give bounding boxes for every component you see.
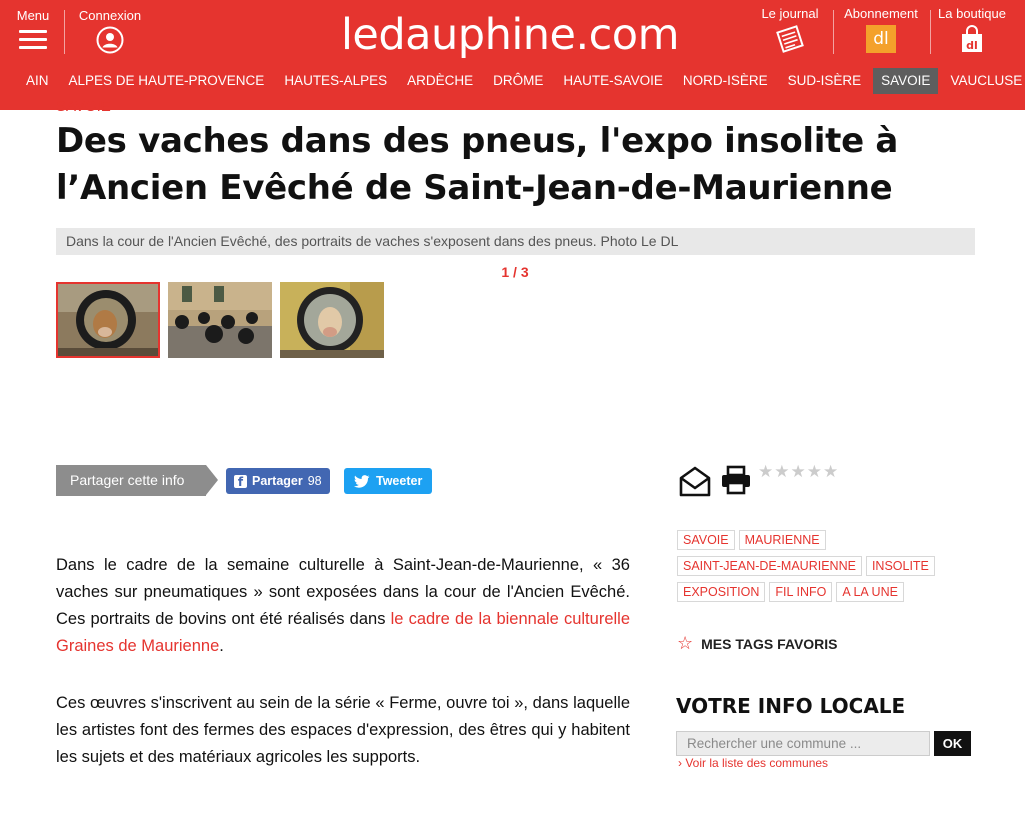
article-paragraph: Ces œuvres s'inscrivent au sein de la série « Ferme, ouvre toi », dans laquelle les artistes font des fermes des espaces d'expression, des êtres qui y habitent les sujets et des matériaux agricoles les supports. — [56, 694, 630, 766]
region-haute-savoie[interactable]: HAUTE-SAVOIE — [563, 73, 663, 88]
site-logo[interactable]: ledauphine.com — [340, 10, 679, 60]
region-hautes-alpes[interactable]: HAUTES-ALPES — [284, 73, 388, 88]
login-button[interactable] — [74, 8, 146, 57]
gallery-counter: 1 / 3 — [501, 264, 529, 280]
facebook-share-label: Partager — [252, 474, 303, 488]
article-title: Des vaches dans des pneus, l'expo insolite à l’Ancien Evêché de Saint-Jean-de-Maurienne — [56, 121, 899, 208]
commune-list-link[interactable]: › Voir la liste des communes — [678, 756, 829, 770]
tag-link[interactable]: EXPOSITION — [677, 582, 765, 602]
divider — [833, 10, 834, 54]
tweet-label: Tweeter — [376, 474, 423, 488]
tag-link[interactable]: INSOLITE — [866, 556, 935, 576]
tag-row — [677, 582, 977, 602]
commune-search-input[interactable] — [676, 731, 930, 756]
gallery-thumbnail[interactable] — [168, 282, 272, 358]
tag-link[interactable]: SAVOIE — [677, 530, 735, 550]
article-kicker[interactable]: SAVOIE — [56, 98, 111, 115]
menu-label: Menu — [16, 8, 50, 23]
tag-link[interactable]: MAURIENNE — [739, 530, 826, 550]
region-vaucluse[interactable]: VAUCLUSE — [950, 73, 1023, 88]
twitter-bird-icon — [354, 475, 370, 488]
tag-link[interactable]: A LA UNE — [836, 582, 904, 602]
svg-text:dl: dl — [966, 39, 978, 52]
region-alpes-de-haute-provence[interactable]: ALPES DE HAUTE-PROVENCE — [68, 73, 265, 88]
local-info-title: VOTRE INFO LOCALE — [676, 694, 906, 718]
star-icon[interactable]: ★ — [823, 462, 839, 482]
print-icon[interactable] — [720, 464, 752, 496]
region-dr-me[interactable]: DRÔME — [493, 73, 544, 88]
star-icon[interactable]: ★ — [790, 462, 806, 482]
region-sud-is-re[interactable]: SUD-ISÈRE — [787, 73, 862, 88]
article-paragraph — [56, 552, 630, 660]
tag-row — [677, 556, 977, 576]
star-icon[interactable]: ★ — [806, 462, 822, 482]
login-label: Connexion — [78, 8, 142, 23]
tag-link[interactable]: SAINT-JEAN-DE-MAURIENNE — [677, 556, 862, 576]
hamburger-icon — [19, 30, 47, 49]
facebook-share-count: 98 — [307, 474, 322, 488]
favorite-tags-label: MES TAGS FAVORIS — [701, 635, 838, 652]
article-tools — [678, 464, 839, 498]
email-share-icon[interactable] — [678, 464, 712, 498]
star-outline-icon: ☆ — [677, 633, 694, 654]
site-header — [0, 0, 1025, 110]
star-icon[interactable]: ★ — [774, 462, 790, 482]
region-ain[interactable]: AIN — [26, 73, 49, 88]
abonnement-link[interactable] — [836, 6, 926, 53]
divider — [64, 10, 65, 54]
ok-button[interactable]: OK — [934, 731, 971, 756]
journal-label: Le journal — [761, 6, 819, 21]
gallery-thumbnail[interactable] — [56, 282, 160, 358]
journal-link[interactable] — [752, 6, 828, 57]
paragraph-text: Dans le cadre de la semaine culturelle à Saint-Jean-de-Maurienne, « 36 vaches sur pneumatiques » sont exposées dans la cour de l'Ancien Evêché. Ces portraits de bovins ont été réalisés dans — [56, 556, 630, 628]
menu-button[interactable] — [14, 8, 52, 54]
newspaper-icon — [773, 24, 807, 54]
photo-caption: Dans la cour de l'Ancien Evêché, des portraits de vaches s'exposent dans des pneus. Photo Le DL — [56, 228, 975, 255]
abonnement-label: Abonnement — [844, 6, 918, 21]
tag-row — [677, 530, 977, 550]
facebook-icon: f — [234, 475, 247, 488]
dl-badge-icon: dl — [866, 25, 896, 53]
boutique-label: La boutique — [938, 6, 1006, 21]
favorite-tags-link[interactable] — [677, 633, 838, 654]
paragraph-end: . — [219, 637, 224, 655]
star-icon[interactable]: ★ — [758, 462, 774, 482]
rating-stars[interactable] — [758, 462, 839, 482]
region-savoie[interactable]: SAVOIE — [873, 68, 938, 94]
share-label: Partager cette info — [56, 465, 206, 496]
tag-link[interactable]: FIL INFO — [769, 582, 832, 602]
article-tags — [677, 530, 977, 608]
boutique-link[interactable] — [932, 6, 1012, 57]
biennale-link[interactable]: le cadre de la biennale culturelle Graines de Maurienne — [56, 610, 631, 655]
gallery-thumbnails — [56, 282, 392, 358]
region-ard-che[interactable]: ARDÈCHE — [407, 73, 474, 88]
user-icon — [96, 26, 124, 54]
shopping-bag-icon — [959, 24, 985, 54]
facebook-share-button[interactable] — [226, 468, 330, 494]
divider — [930, 10, 931, 54]
region-nord-is-re[interactable]: NORD-ISÈRE — [682, 73, 768, 88]
tweet-button[interactable] — [344, 468, 432, 494]
region-nav — [18, 68, 1025, 94]
gallery-thumbnail[interactable] — [280, 282, 384, 358]
